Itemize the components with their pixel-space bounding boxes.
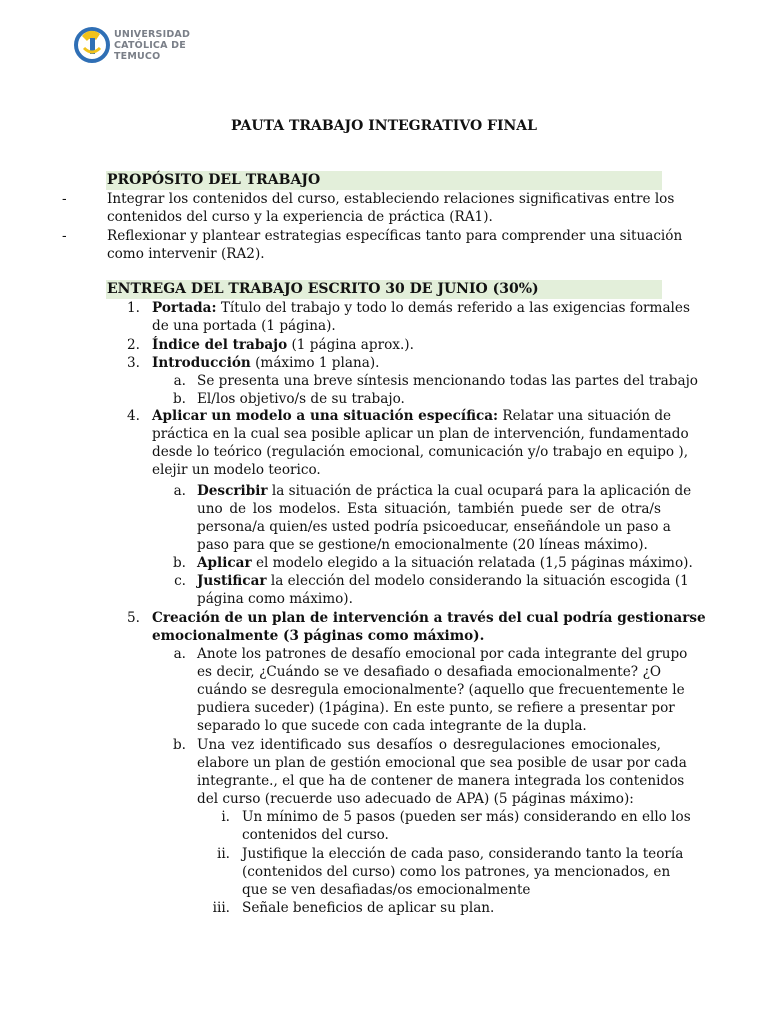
university-logo	[74, 26, 194, 66]
sub-marker: b.	[172, 391, 186, 407]
text-line: práctica en la cual sea posible aplicar un plan de intervención, fundamentado	[152, 426, 689, 442]
university-name	[114, 29, 190, 62]
text-line: El/los objetivo/s de su trabajo.	[197, 391, 405, 407]
sub-text	[197, 482, 692, 536]
text-line: cuándo se desregula emocionalmente? (aquello que frecuentemente le	[197, 682, 685, 698]
delivery-heading: ENTREGA DEL TRABAJO ESCRITO 30 DE JUNIO (30%)	[107, 281, 539, 297]
logo-line: TEMUCO	[114, 51, 161, 62]
text-line: como intervenir (RA2).	[107, 246, 265, 262]
sub-text	[197, 554, 693, 572]
item-number: 2.	[127, 337, 140, 353]
text-line: que se ven desafiadas/os emocionalmente	[242, 882, 531, 898]
text-line: el modelo elegido a la situación relatada (1,5 páginas máximo).	[251, 555, 693, 571]
item-bold: Introducción	[152, 355, 251, 371]
item-text	[152, 609, 706, 627]
roman-marker: ii.	[216, 846, 230, 862]
text-line: elabore un plan de gestión emocional que sea posible de usar por cada	[197, 755, 687, 771]
sub-bold: Aplicar	[197, 555, 252, 571]
text-line: la situación de práctica la cual ocupará para la aplicación de	[267, 483, 692, 499]
item-number: 1.	[127, 300, 140, 316]
text-line: uno de los modelos. Esta situación, también puede ser de otra/s	[197, 501, 661, 517]
bullet-marker: -	[62, 191, 67, 207]
bullet-text	[107, 227, 683, 245]
sub-marker: b.	[172, 737, 186, 753]
text-line: del curso (recuerde uso adecuado de APA) (5 páginas máximo):	[197, 791, 634, 807]
sub-marker: a.	[173, 483, 186, 499]
text-line: Creación de un plan de intervención a través del cual podría gestionarse	[152, 610, 706, 626]
sub-bold: Describir	[197, 483, 268, 499]
text-line: de una portada (1 página).	[152, 318, 336, 334]
text-line: Justifique la elección de cada paso, considerando tanto la teoría	[242, 846, 684, 862]
sub-text	[197, 736, 687, 790]
item-bold: Portada:	[152, 300, 217, 316]
text-line: Se presenta una breve síntesis mencionando todas las partes del trabajo	[197, 373, 698, 389]
sub-marker: b.	[172, 555, 186, 571]
university-crest-icon	[74, 26, 110, 64]
text-line: página como máximo).	[197, 591, 353, 607]
item-text	[152, 299, 690, 317]
item-number: 4.	[127, 408, 140, 424]
text-line: Anote los patrones de desafío emocional por cada integrante del grupo	[197, 646, 688, 662]
item-number: 5.	[127, 610, 140, 626]
text-line: Reflexionar y plantear estrategias específicas tanto para comprender una situación	[107, 228, 683, 244]
sub-text	[197, 572, 689, 590]
document-title: PAUTA TRABAJO INTEGRATIVO FINAL	[230, 118, 538, 134]
roman-marker: iii.	[212, 900, 230, 916]
item-bold: Aplicar un modelo a una situación específica:	[152, 408, 499, 424]
text-line: desde lo teórico (regulación emocional, comunicación y/o trabajo en equipo ),	[152, 444, 689, 460]
item-text	[152, 407, 689, 461]
text-line: Señale beneficios de aplicar su plan.	[242, 900, 495, 916]
text-line: la elección del modelo considerando la situación escogida (1	[266, 573, 689, 589]
roman-text	[242, 845, 684, 881]
text-line: contenidos del curso.	[242, 827, 389, 843]
sub-marker: c.	[174, 573, 186, 589]
bullet-marker: -	[62, 228, 67, 244]
item-bold: Índice del trabajo	[152, 337, 288, 353]
sub-text	[197, 645, 688, 717]
text-line: Integrar los contenidos del curso, estableciendo relaciones significativas entre los	[107, 191, 675, 207]
text-line: es decir, ¿Cuándo se ve desafiado o desafiada emocionalmente? ¿O	[197, 664, 661, 680]
text-line: Relatar una situación de	[498, 408, 672, 424]
logo-line: CATÓLICA DE	[114, 40, 186, 51]
item-text	[152, 336, 414, 354]
text-line: elejir un modelo teorico.	[152, 462, 321, 478]
text-line: separado lo que sucede con cada integrante de la dupla.	[197, 718, 587, 734]
item-text	[152, 354, 379, 372]
roman-marker: i.	[221, 809, 230, 825]
roman-text	[242, 808, 691, 826]
text-line: Título del trabajo y todo lo demás referido a las exigencias formales	[216, 300, 690, 316]
text-line: (1 página aprox.).	[287, 337, 414, 353]
text-line: (contenidos del curso) como los patrones, ya mencionados, en	[242, 864, 671, 880]
text-line: pudiera suceder) (1página). En este punto, se refiere a presentar por	[197, 700, 675, 716]
text-line: (máximo 1 plana).	[250, 355, 380, 371]
text-line: integrante., el que ha de contener de manera integrada los contenidos	[197, 773, 685, 789]
bullet-text	[107, 190, 675, 208]
text-line: paso para que se gestione/n emocionalmente (20 líneas máximo).	[197, 537, 648, 553]
text-line: persona/a quien/es usted podría psicoeducar, enseñándole un paso a	[197, 519, 671, 535]
text-line: contenidos del curso y la experiencia de práctica (RA1).	[107, 209, 493, 225]
text-line: Una vez identificado sus desafíos o desregulaciones emocionales,	[197, 737, 661, 753]
text-line: Un mínimo de 5 pasos (pueden ser más) considerando en ello los	[242, 809, 691, 825]
sub-marker: a.	[173, 646, 186, 662]
item-number: 3.	[127, 355, 140, 371]
logo-line: UNIVERSIDAD	[114, 29, 191, 40]
purpose-heading: PROPÓSITO DEL TRABAJO	[107, 172, 321, 188]
sub-bold: Justificar	[197, 573, 267, 589]
text-line: emocionalmente (3 páginas como máximo).	[152, 628, 485, 644]
sub-marker: a.	[173, 373, 186, 389]
